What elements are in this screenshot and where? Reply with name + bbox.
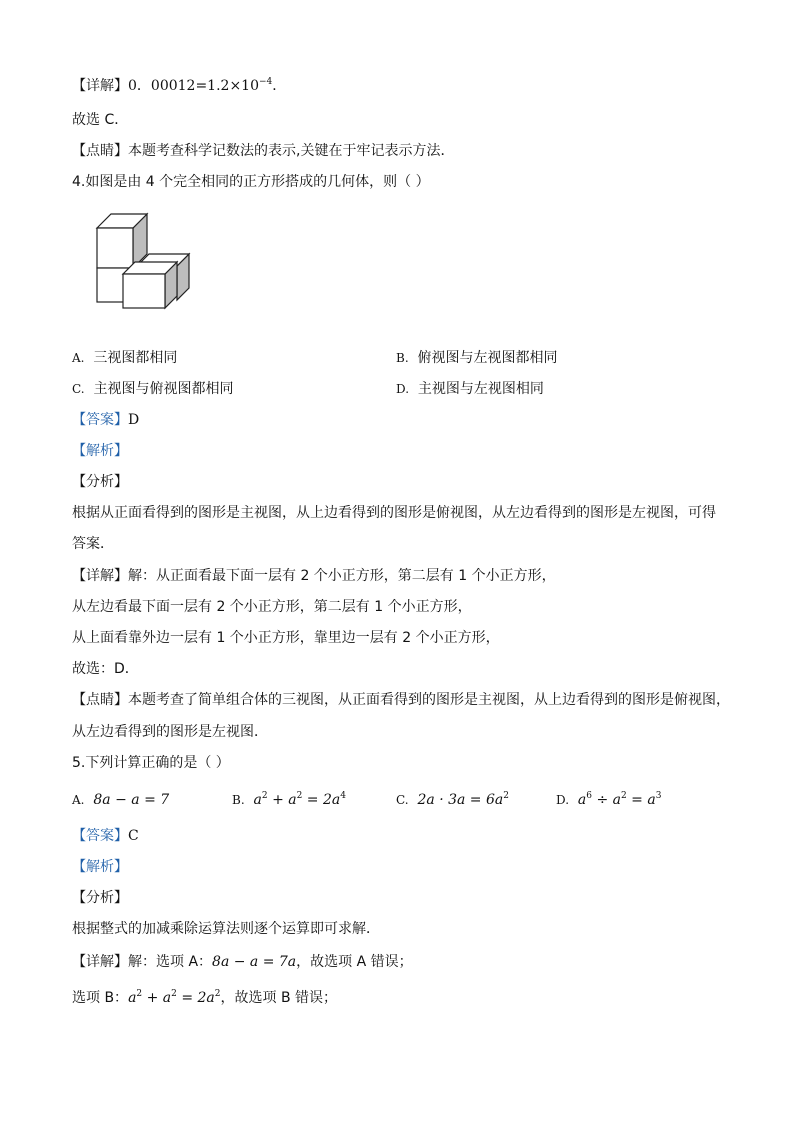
q5-option-b: B. $a^2 + a^2 = 2a^4$ xyxy=(232,791,346,808)
q4-option-c: C. 主视图与俯视图都相同 xyxy=(72,381,234,397)
q4-comment-line-1: 【点睛】本题考查了简单组合体的三视图，从正面看得到的图形是主视图，从上边看得到的图形是俯视图， xyxy=(72,692,730,708)
cube-top-front xyxy=(97,228,133,268)
q4-fenxi-tag: 【分析】 xyxy=(72,474,128,490)
comment-line: 【点睛】本题考查科学记数法的表示,关键在于牢记表示方法． xyxy=(72,143,455,159)
comment-tag: 【点睛】 xyxy=(72,692,128,708)
answer-value: C xyxy=(128,828,139,844)
q5-detail-line-b: 选项 B：$a^2 + a^2 = 2a^2$，故选项 B 错误； xyxy=(72,989,338,1006)
choose-line: 故选 C． xyxy=(72,112,129,128)
q5-detail-line-a: 【详解】解：选项 A：8a − a = 7a，故选项 A 错误； xyxy=(72,954,413,970)
detail-tag: 【详解】 xyxy=(72,568,128,584)
q4-fenxi-line-1: 根据从正面看得到的图形是主视图，从上边看得到的图形是俯视图，从左边看得到的图形是左视图，可得 xyxy=(72,505,716,521)
q5-option-a: A. 8a − a = 7 xyxy=(72,792,170,808)
answer-tag: 【答案】 xyxy=(72,828,128,844)
q5-fenxi-line-1: 根据整式的加减乘除运算法则逐个运算即可求解． xyxy=(72,921,380,937)
detail-line-scientific-notation xyxy=(72,76,286,96)
q4-detail-line-1: 【详解】解：从正面看最下面一层有 2 个小正方形，第二层有 1 个小正方形， xyxy=(72,568,556,584)
q4-detail-line-2: 从左边看最下面一层有 2 个小正方形，第二层有 1 个小正方形， xyxy=(72,599,472,615)
q5-option-c: C. $2a \cdot 3a = 6a^2$ xyxy=(396,791,509,808)
q4-answer-line xyxy=(72,410,139,430)
q5-option-d: D. $a^6 \div a^2 = a^3$ xyxy=(556,791,662,808)
answer-tag: 【答案】 xyxy=(72,412,128,428)
q4-comment-line-2: 从左边看得到的图形是左视图． xyxy=(72,724,268,740)
q4-detail-line-3: 从上面看靠外边一层有 1 个小正方形，靠里边一层有 2 个小正方形， xyxy=(72,630,500,646)
q5-analysis-tag: 【解析】 xyxy=(72,859,128,875)
q5-answer-line xyxy=(72,826,139,846)
question-5-stem: 5.下列计算正确的是（ ） xyxy=(72,755,230,771)
q4-option-b: B. 俯视图与左视图都相同 xyxy=(396,350,558,366)
q4-fenxi-line-2: 答案． xyxy=(72,536,114,552)
comment-tag: 【点睛】 xyxy=(72,143,128,159)
q5-fenxi-tag: 【分析】 xyxy=(72,890,128,906)
answer-value: D xyxy=(128,412,140,428)
detail-tag: 【详解】 xyxy=(72,954,128,970)
cube-front-front xyxy=(123,274,165,308)
detail-tag: 【详解】 xyxy=(72,78,128,94)
scientific-expression: 0．$00012=1.2\times 10^{-4}$． xyxy=(128,77,287,94)
q4-detail-line-4: 故选：D． xyxy=(72,661,139,677)
q4-option-a: A. 三视图都相同 xyxy=(72,350,178,366)
question-4-stem: 4.如图是由 4 个完全相同的正方形搭成的几何体，则（ ） xyxy=(72,174,430,190)
question-4-figure xyxy=(92,210,212,310)
q4-option-d: D. 主视图与左视图相同 xyxy=(396,381,544,397)
q4-analysis-tag: 【解析】 xyxy=(72,443,128,459)
